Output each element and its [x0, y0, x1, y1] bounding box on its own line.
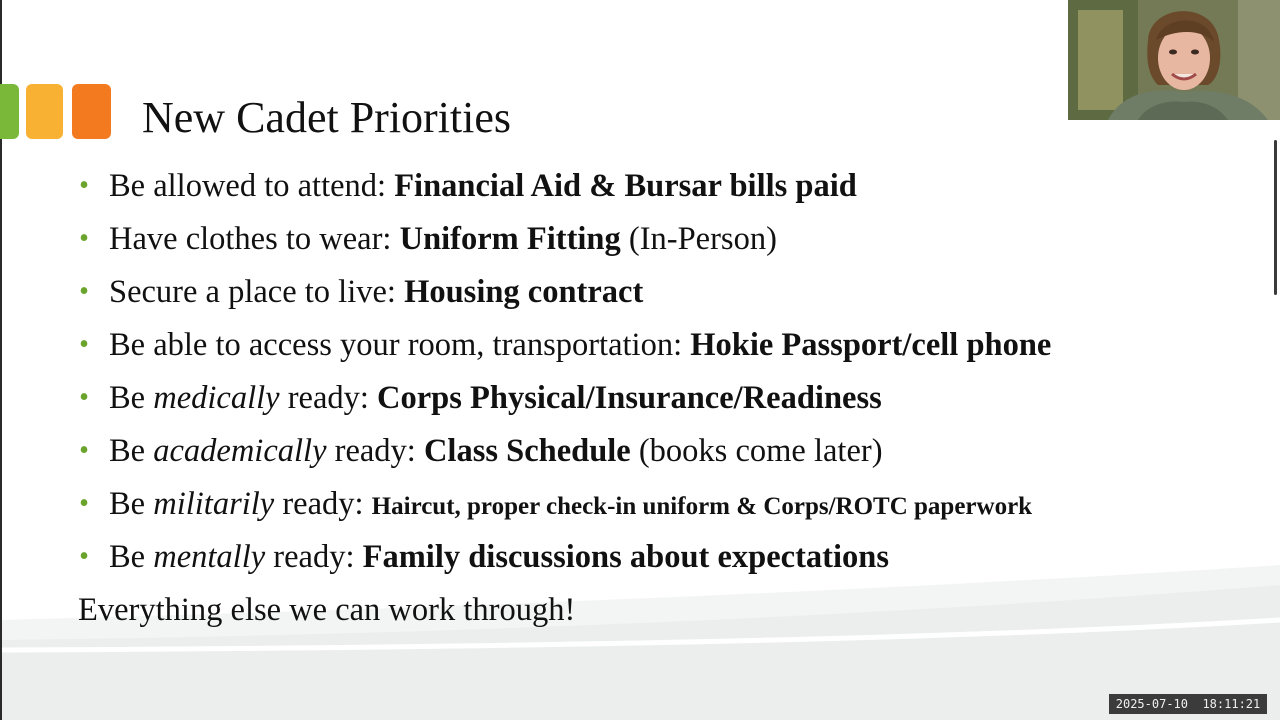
bullet-dot-icon: •	[79, 541, 89, 572]
bullet-emphasis: Class Schedule	[423, 433, 631, 469]
bullet-text: ready:	[326, 433, 424, 469]
scrollbar-thumb[interactable]	[1274, 140, 1277, 295]
bullet-emphasis: Corps Physical/Insurance/Readiness	[377, 380, 882, 416]
priority-list	[78, 162, 1258, 586]
bullet-dot-icon: •	[79, 435, 89, 466]
bullet-emphasis: Haircut, proper check-in uniform & Corps/ROTC paperwork	[371, 493, 1033, 520]
bullet-text: ready:	[279, 380, 378, 416]
bullet-item	[78, 321, 1258, 374]
bullet-dot-icon: •	[79, 329, 89, 360]
green-accent-bar	[0, 84, 19, 139]
bullet-italic: mentally	[153, 539, 266, 575]
closing-statement: Everything else we can work through!	[78, 592, 576, 628]
bullet-text: ready:	[265, 539, 363, 575]
bullet-dot-icon: •	[79, 276, 89, 307]
bullet-text: Be able to access your room, transportation:	[109, 327, 691, 363]
bullet-italic: militarily	[153, 486, 275, 522]
bullet-note: (In-Person)	[620, 221, 777, 257]
webcam-thumbnail	[1068, 0, 1280, 120]
bullet-emphasis: Uniform Fitting	[399, 221, 621, 257]
bullet-item	[78, 480, 1258, 533]
timestamp-overlay: 2025-07-10 18:11:21	[1109, 694, 1267, 714]
bullet-dot-icon: •	[79, 170, 89, 201]
bullet-text: Be allowed to attend:	[109, 168, 395, 204]
bullet-emphasis: Financial Aid & Bursar bills paid	[394, 168, 857, 204]
bullet-item	[78, 374, 1258, 427]
bullet-text: Be	[109, 380, 154, 416]
bullet-text: Be	[109, 539, 154, 575]
bullet-text: ready:	[274, 486, 372, 522]
bullet-item	[78, 427, 1258, 480]
bullet-italic: medically	[153, 380, 280, 416]
bullet-text: Be	[109, 486, 154, 522]
bullet-item	[78, 533, 1258, 586]
bullet-item	[78, 268, 1258, 321]
bullet-emphasis: Housing contract	[404, 274, 644, 310]
bullet-text: Secure a place to live:	[109, 274, 405, 310]
bullet-emphasis: Family discussions about expectations	[362, 539, 889, 575]
webcam-person-image	[1068, 0, 1280, 120]
bullet-note: (books come later)	[630, 433, 883, 469]
bullet-dot-icon: •	[79, 223, 89, 254]
bullet-text: Be	[109, 433, 154, 469]
bullet-dot-icon: •	[79, 488, 89, 519]
bullet-item	[78, 215, 1258, 268]
bullet-text: Have clothes to wear:	[109, 221, 400, 257]
slide-title: New Cadet Priorities	[142, 93, 512, 142]
yellow-accent-bar	[26, 84, 63, 139]
bullet-italic: academically	[153, 433, 327, 469]
bullet-emphasis: Hokie Passport/cell phone	[690, 327, 1052, 363]
orange-accent-bar	[72, 84, 111, 139]
bullet-item	[78, 162, 1258, 215]
bullet-dot-icon: •	[79, 382, 89, 413]
